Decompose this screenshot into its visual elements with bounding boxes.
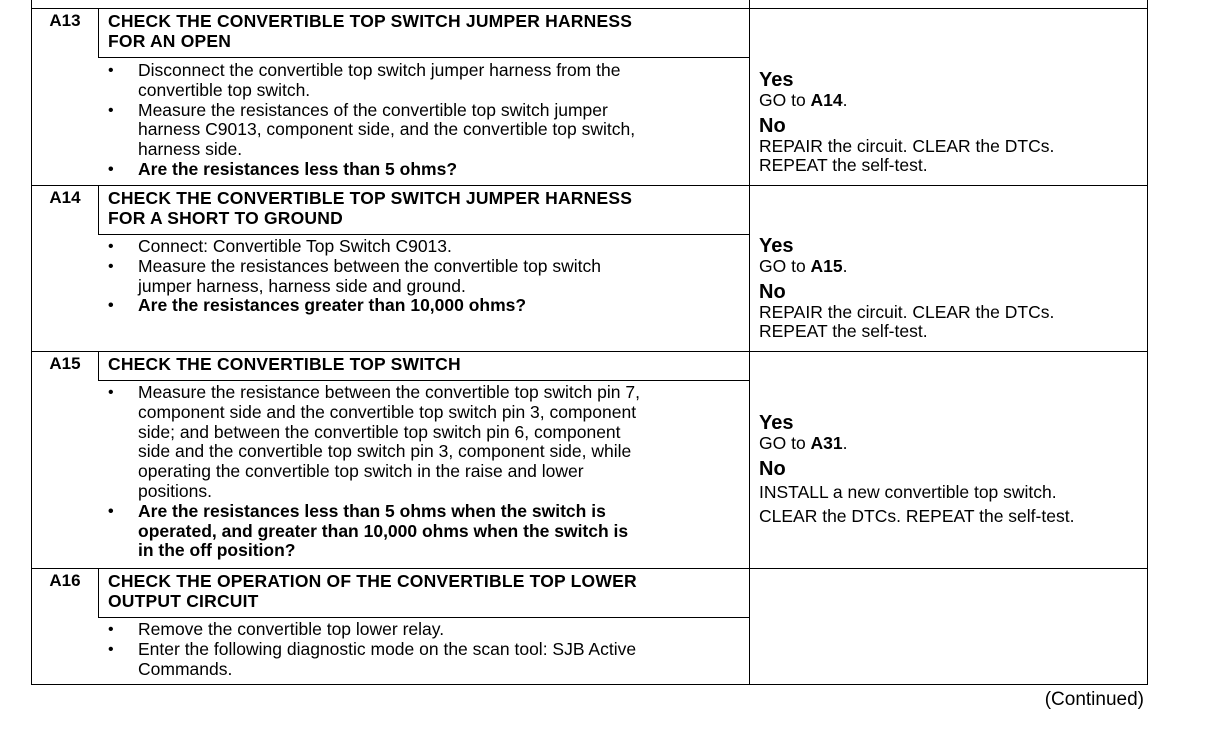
id-column-divider <box>98 185 99 235</box>
no-label: No <box>759 280 786 303</box>
instruction-item <box>106 237 746 257</box>
step-instructions <box>106 383 746 561</box>
instruction-item <box>106 257 746 297</box>
step-title <box>108 11 738 51</box>
instruction-line: side and the convertible top switch pin 3, component side, while <box>138 441 632 462</box>
step-result <box>759 69 1139 176</box>
instruction-line: • Measure the resistances between the convertible top switch <box>138 255 602 276</box>
row-divider <box>32 8 1148 9</box>
yes-action <box>759 257 1139 277</box>
title-divider <box>98 617 749 618</box>
no-action-line: REPAIR the circuit. CLEAR the DTCs. <box>759 135 1055 156</box>
question-line: in the off position? <box>138 540 296 561</box>
step-instructions <box>106 237 746 316</box>
no-action-line: INSTALL a new convertible top switch. <box>759 481 1057 502</box>
yes-action <box>759 91 1139 111</box>
yes-action-suffix: . <box>842 256 848 276</box>
id-column-divider <box>98 568 99 618</box>
step-instructions <box>106 620 746 679</box>
instruction-line: harness side. <box>138 139 243 160</box>
title-divider <box>98 380 749 381</box>
no-label: No <box>759 114 786 137</box>
instruction-line: • Disconnect the convertible top switch jumper harness from the <box>138 60 621 80</box>
question-item <box>106 296 746 316</box>
yes-action-suffix: . <box>842 433 848 453</box>
diagnostic-table <box>31 0 1148 685</box>
question-item <box>106 160 746 180</box>
step-id: A14 <box>49 188 81 207</box>
step-title-line: CHECK THE CONVERTIBLE TOP SWITCH JUMPER HARNESS <box>108 11 633 31</box>
no-action-line: REPEAT the self-test. <box>759 321 928 341</box>
step-id: A16 <box>49 571 81 590</box>
row-divider <box>32 185 1148 186</box>
question-item <box>106 502 746 561</box>
row-divider <box>32 351 1148 352</box>
instruction-line: • Measure the resistance between the convertible top switch pin 7, <box>138 382 640 402</box>
title-divider <box>98 234 749 235</box>
instruction-line: • Remove the convertible top lower relay. <box>138 619 445 639</box>
step-id: A15 <box>49 354 81 373</box>
step-title-line: OUTPUT CIRCUIT <box>108 591 259 611</box>
instruction-line: component side and the convertible top switch pin 3, component <box>138 401 637 422</box>
step-title <box>108 571 738 611</box>
yes-action-text: GO to <box>759 256 811 276</box>
question-line: • Are the resistances less than 5 ohms? <box>138 158 458 179</box>
instruction-item <box>106 61 746 101</box>
yes-target-step: A31 <box>810 433 843 453</box>
yes-label: Yes <box>759 69 794 91</box>
step-id: A13 <box>49 11 81 30</box>
instruction-item <box>106 640 746 680</box>
question-line: • Are the resistances less than 5 ohms when the switch is <box>138 500 606 521</box>
question-line: • Are the resistances greater than 10,000 ohms? <box>138 295 527 316</box>
instruction-line: harness C9013, component side, and the convertible top switch, <box>138 119 636 140</box>
step-title-line: CHECK THE CONVERTIBLE TOP SWITCH JUMPER HARNESS <box>108 188 633 208</box>
instruction-line: positions. <box>138 480 212 501</box>
step-title-line: FOR AN OPEN <box>108 31 232 51</box>
title-divider <box>98 57 749 58</box>
result-column-divider <box>749 0 750 685</box>
step-result <box>759 235 1139 342</box>
yes-action-text: GO to <box>759 433 811 453</box>
instruction-line: • Measure the resistances of the convertible top switch jumper <box>138 99 608 120</box>
no-action-line: CLEAR the DTCs. REPEAT the self-test. <box>759 505 1075 526</box>
step-title <box>108 354 738 374</box>
step-title <box>108 188 738 228</box>
instruction-item <box>106 620 746 640</box>
no-label: No <box>759 457 786 480</box>
instruction-line: Commands. <box>138 658 233 679</box>
step-instructions <box>106 61 746 180</box>
instruction-line: • Enter the following diagnostic mode on the scan tool: SJB Active <box>138 638 637 659</box>
instruction-line: operating the convertible top switch in the raise and lower <box>138 461 584 482</box>
yes-label: Yes <box>759 235 794 257</box>
instruction-item <box>106 101 746 160</box>
instruction-line: side; and between the convertible top switch pin 6, component <box>138 421 621 442</box>
id-column-divider <box>98 351 99 381</box>
instruction-item <box>106 383 746 502</box>
step-title-line: CHECK THE OPERATION OF THE CONVERTIBLE TOP LOWER <box>108 571 637 591</box>
yes-label: Yes <box>759 412 794 434</box>
question-line: operated, and greater than 10,000 ohms when the switch is <box>138 520 629 541</box>
no-action-line: REPAIR the circuit. CLEAR the DTCs. <box>759 301 1055 322</box>
yes-action-text: GO to <box>759 90 811 110</box>
step-title-line: CHECK THE CONVERTIBLE TOP SWITCH <box>108 354 461 374</box>
instruction-line: • Connect: Convertible Top Switch C9013. <box>138 236 452 256</box>
no-action-line: REPEAT the self-test. <box>759 155 928 175</box>
row-divider <box>32 568 1148 569</box>
yes-target-step: A15 <box>810 256 843 276</box>
step-result <box>759 412 1139 528</box>
step-title-line: FOR A SHORT TO GROUND <box>108 208 343 228</box>
yes-action <box>759 434 1139 454</box>
id-column-divider <box>98 8 99 58</box>
yes-action-suffix: . <box>842 90 848 110</box>
instruction-line: convertible top switch. <box>138 79 311 100</box>
continued-note: (Continued) <box>1044 689 1144 710</box>
yes-target-step: A14 <box>810 90 843 110</box>
instruction-line: jumper harness, harness side and ground. <box>138 275 466 296</box>
